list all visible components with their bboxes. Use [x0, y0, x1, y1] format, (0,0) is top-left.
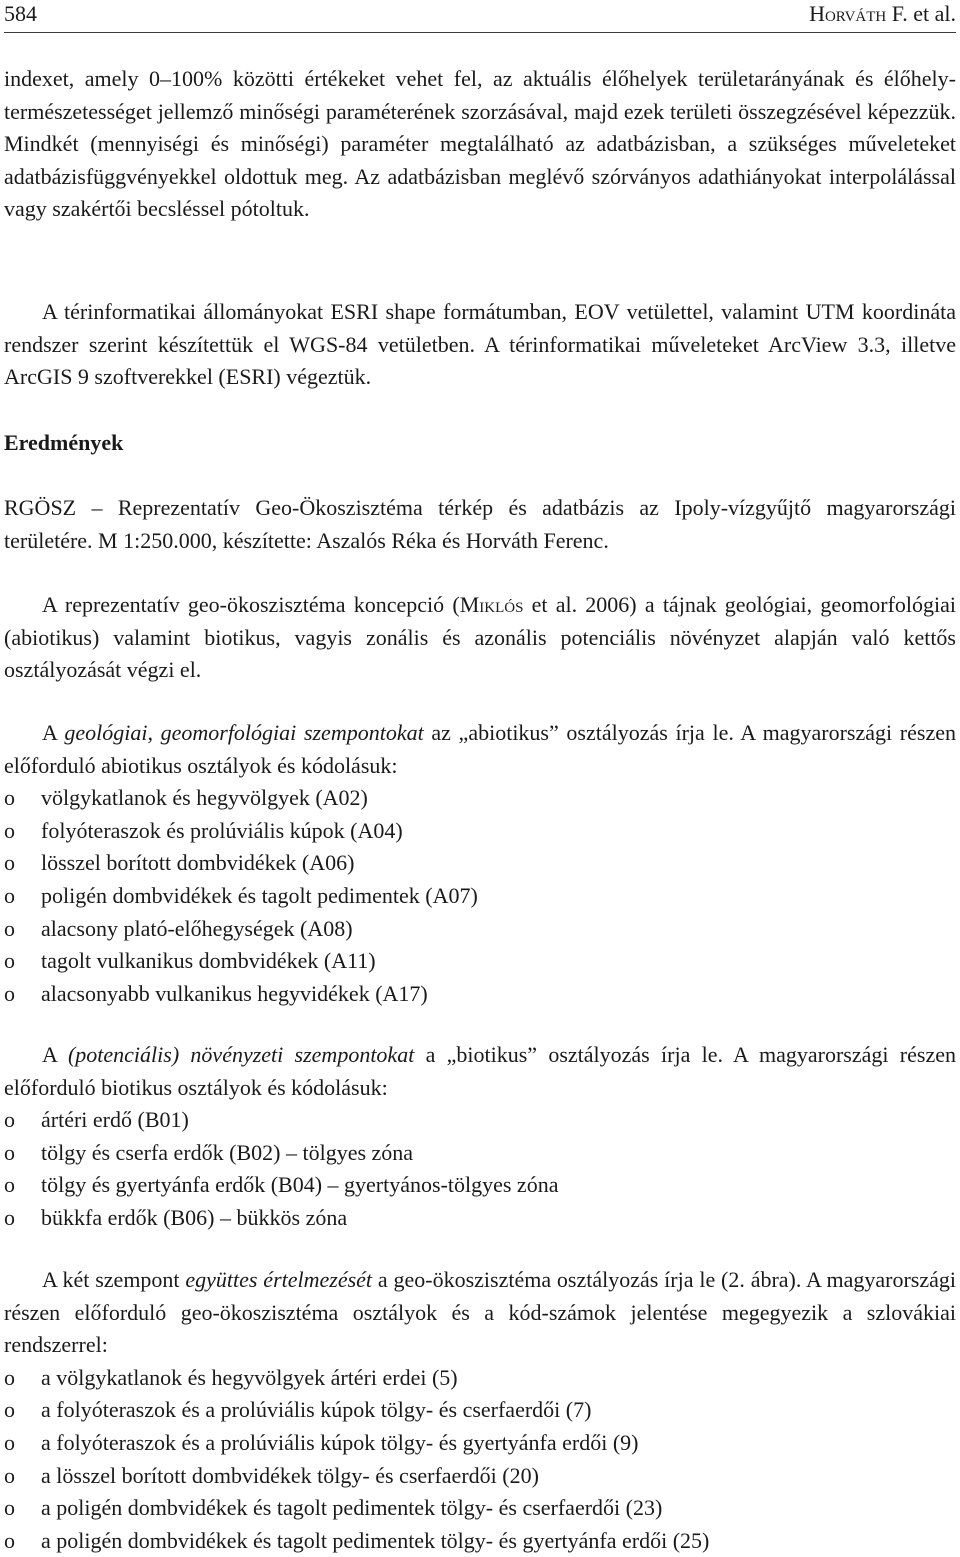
- paragraph-text: [4, 717, 956, 782]
- list-item: o poligén dombvidékek és tagolt pedimentek (A07): [4, 880, 956, 913]
- paragraph-text: [4, 1039, 956, 1104]
- text-run: a geo-ökoszisztéma osztályozás írja le (2. ábra). A magyarországi részen előforduló geo-ökoszisztéma osztályok és a kód-számok jelentése megegyezik a szlovákiai rendszerrel:: [4, 1267, 957, 1358]
- list-item: o a folyóteraszok és a prolúviális kúpok tölgy- és gyertyánfa erdői (9): [4, 1427, 956, 1460]
- paragraph-text: [4, 589, 956, 687]
- list-item: o lösszel borított dombvidékek (A06): [4, 847, 956, 880]
- author-name: Horváth: [809, 1, 887, 26]
- text-run: a „biotikus” osztályozás írja le. A magyarországi részen előforduló biotikus osztályok és kódolásuk:: [4, 1042, 956, 1100]
- italic-term: (potenciális) növényzeti szempontokat: [67, 1042, 415, 1067]
- list-item: o völgykatlanok és hegyvölgyek (A02): [4, 782, 956, 815]
- abiotic-class-list: [4, 782, 956, 1010]
- paragraph-gis: [4, 296, 956, 394]
- italic-term: együttes értelmezését: [185, 1267, 373, 1292]
- list-item: o tölgy és gyertyánfa erdők (B04) – gyertyános-tölgyes zóna: [4, 1169, 956, 1202]
- citation-author: Miklós: [459, 592, 524, 617]
- page: [4, 0, 957, 1553]
- page-number: 584: [4, 1, 37, 26]
- geo-ecosystem-class-list: [4, 1362, 956, 1557]
- text-run: az „abiotikus” osztályozás írja le. A magyarországi részen előforduló abiotikus osztályok és kódolásuk:: [4, 720, 956, 778]
- list-item: o a völgykatlanok és hegyvölgyek ártéri erdei (5): [4, 1362, 956, 1395]
- list-item: o alacsony plató-előhegységek (A08): [4, 913, 956, 946]
- paragraph-concept: [4, 589, 956, 687]
- list-item: o a folyóteraszok és a prolúviális kúpok tölgy- és cserfaerdői (7): [4, 1394, 956, 1427]
- author-etal: F. et al.: [891, 1, 956, 26]
- paragraph-index: [4, 63, 956, 226]
- text-run: A: [42, 720, 65, 745]
- list-item: o alacsonyabb vulkanikus hegyvidékek (A17): [4, 978, 956, 1011]
- list-item: o tölgy és cserfa erdők (B02) – tölgyes zóna: [4, 1137, 956, 1170]
- list-item: o tagolt vulkanikus dombvidékek (A11): [4, 945, 956, 978]
- paragraph-rgosz: [4, 492, 956, 557]
- list-item: o bükkfa erdők (B06) – bükkös zóna: [4, 1202, 956, 1235]
- paragraph-text: indexet, amely 0–100% közötti értékeket vehet fel, az aktuális élőhelyek területarányának és élőhely-természetességet jellemző minőségi paraméterének szorzásával, majd ezek területi összegzésével képezzük. Mindkét (mennyiségi és minőségi) paraméter megtalálható az adatbázisban, a szükséges műveleteket adatbázisfüggvényekkel oldottuk meg. Az adatbázisban meglévő szórványos adathiányokat interpolálással vagy szakértői becsléssel pótoltuk.: [4, 66, 956, 222]
- list-item: o ártéri erdő (B01): [4, 1104, 956, 1137]
- section-heading: [4, 427, 956, 459]
- text-run: A két szempont: [42, 1267, 186, 1292]
- text-run: A: [42, 1042, 68, 1067]
- biotic-class-list: [4, 1104, 956, 1234]
- paragraph-text: A térinformatikai állományokat ESRI shape formátumban, EOV vetülettel, valamint UTM koordináta rendszer szerint készítettük el WGS-84 vetületben. A térinformatikai műveleteket ArcView 3.3, illetve ArcGIS 9 szoftverekkel (ESRI) végeztük.: [4, 299, 956, 390]
- paragraph-text: RGÖSZ – Reprezentatív Geo-Ökoszisztéma térkép és adatbázis az Ipoly-vízgyűjtő magyarországi területére. M 1:250.000, készítette: Aszalós Réka és Horváth Ferenc.: [4, 495, 956, 553]
- running-author: [809, 1, 956, 27]
- list-item: o a poligén dombvidékek és tagolt pedimentek tölgy- és gyertyánfa erdői (25): [4, 1525, 956, 1557]
- abiotic-section: [4, 717, 956, 1010]
- list-item: o folyóteraszok és prolúviális kúpok (A04): [4, 815, 956, 848]
- list-item: o a lösszel borított dombvidékek tölgy- és cserfaerdői (20): [4, 1460, 956, 1493]
- running-header: [4, 0, 956, 33]
- paragraph-text: [4, 1264, 956, 1362]
- heading-text: Eredmények: [4, 430, 124, 455]
- list-item: o a poligén dombvidékek és tagolt pedimentek tölgy- és cserfaerdői (23): [4, 1492, 956, 1525]
- biotic-section: [4, 1039, 956, 1235]
- geo-ecosystem-section: [4, 1264, 956, 1557]
- italic-term: geológiai, geomorfológiai szempontokat: [64, 720, 424, 745]
- text-run: A reprezentatív geo-ökoszisztéma koncepció (: [42, 592, 460, 617]
- text-run: et al. 2006) a tájnak geológiai, geomorfológiai (abiotikus) valamint biotikus, vagyis zonális és azonális potenciális növényzet alapján való kettős osztályozását végzi el.: [4, 592, 956, 683]
